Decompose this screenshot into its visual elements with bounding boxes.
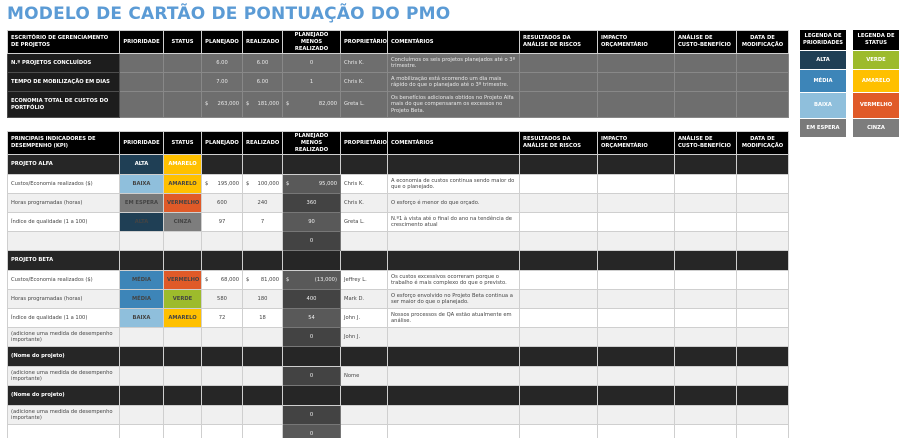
comment-cell[interactable] <box>388 367 520 386</box>
priority-badge[interactable]: MÉDIA <box>120 290 164 309</box>
diff-cell: 0 <box>283 425 341 438</box>
risks-cell[interactable] <box>520 92 598 118</box>
col-header-budget: IMPACTO ORÇAMENTÁRIO <box>598 132 675 155</box>
diff-cell: $ 95,000 <box>283 175 341 194</box>
legend-baixa: BAIXA <box>800 92 846 118</box>
col-header-cost-benefit: ANÁLISE DE CUSTO-BENEFÍCIO <box>675 132 737 155</box>
planned-cell[interactable]: 97 <box>202 213 243 232</box>
summary-row <box>8 92 789 118</box>
project-name[interactable]: (Nome do projeto) <box>8 347 120 367</box>
cost-benefit-cell[interactable] <box>675 73 737 92</box>
diff-cell: $ (13,000) <box>283 271 341 290</box>
kpi-label[interactable]: (adicione uma medida de desempenho importante) <box>8 328 120 347</box>
col-header-status: STATUS <box>164 132 202 155</box>
kpi-row <box>8 290 789 309</box>
planned-cell[interactable]: $ 195,000 <box>202 175 243 194</box>
legend-alta: ALTA <box>800 50 846 69</box>
owner-cell[interactable]: Chris K. <box>341 175 388 194</box>
owner-cell[interactable]: Greta L. <box>341 213 388 232</box>
planned-cell[interactable]: 7.00 <box>202 73 243 92</box>
status-cell[interactable] <box>164 54 202 73</box>
status-legend-header: LEGENDA DE STATUS <box>853 30 899 50</box>
cost-benefit-cell[interactable] <box>675 290 737 309</box>
col-header-owner: PROPRIETÁRIO <box>341 132 388 155</box>
actual-cell[interactable]: 18 <box>243 309 283 328</box>
budget-cell[interactable] <box>598 271 675 290</box>
priority-cell[interactable] <box>120 73 164 92</box>
actual-cell[interactable]: 240 <box>243 194 283 213</box>
priority-cell[interactable] <box>120 367 164 386</box>
summary-row <box>8 73 789 92</box>
owner-cell[interactable]: Greta L. <box>341 92 388 118</box>
risks-cell[interactable] <box>520 271 598 290</box>
planned-cell[interactable] <box>202 367 243 386</box>
budget-cell[interactable] <box>598 328 675 347</box>
col-header-kpi: PRINCIPAIS INDICADORES DE DESEMPENHO (KPI) <box>8 132 120 155</box>
project-name[interactable]: (Nome do projeto) <box>8 386 120 406</box>
col-header-pmo: ESCRITÓRIO DE GERENCIAMENTO DE PROJETOS <box>8 31 120 54</box>
kpi-label[interactable]: (adicione uma medida de desempenho importante) <box>8 406 120 425</box>
status-cell[interactable] <box>164 406 202 425</box>
status-badge[interactable]: AMARELO <box>164 309 202 328</box>
priority-badge[interactable]: BAIXA <box>120 175 164 194</box>
actual-cell[interactable] <box>243 425 283 438</box>
priority-badge[interactable]: EM ESPERA <box>120 194 164 213</box>
actual-cell[interactable]: 180 <box>243 290 283 309</box>
risks-cell[interactable] <box>520 175 598 194</box>
kpi-row <box>8 194 789 213</box>
col-header-actual: REALIZADO <box>243 132 283 155</box>
diff-cell: 400 <box>283 290 341 309</box>
col-header-priority: PRIORIDADE <box>120 31 164 54</box>
pmo-summary-table <box>7 30 789 118</box>
risks-cell[interactable] <box>520 54 598 73</box>
planned-cell[interactable]: 580 <box>202 290 243 309</box>
cost-benefit-cell[interactable] <box>675 232 737 251</box>
priority-cell[interactable] <box>120 425 164 438</box>
planned-cell[interactable]: $ 68,000 <box>202 271 243 290</box>
budget-cell[interactable] <box>598 425 675 438</box>
date-cell[interactable] <box>737 406 789 425</box>
actual-cell[interactable]: 6.00 <box>243 73 283 92</box>
project-row-placeholder <box>8 347 789 367</box>
project-row-beta <box>8 251 789 271</box>
actual-cell[interactable] <box>243 406 283 425</box>
kpi-row <box>8 309 789 328</box>
legend-verde: VERDE <box>853 50 899 69</box>
status-cell[interactable] <box>164 92 202 118</box>
diff-cell: 360 <box>283 194 341 213</box>
diff-cell: 0 <box>283 367 341 386</box>
actual-cell[interactable] <box>243 328 283 347</box>
col-header-date: DATA DE MODIFICAÇÃO <box>737 132 789 155</box>
priority-badge[interactable]: MÉDIA <box>120 271 164 290</box>
planned-cell[interactable]: 600 <box>202 194 243 213</box>
owner-cell[interactable]: Chris K. <box>341 194 388 213</box>
date-cell[interactable] <box>737 271 789 290</box>
status-badge[interactable]: AMARELO <box>164 175 202 194</box>
comment-cell[interactable]: O esforço é menor do que orçado. <box>388 194 520 213</box>
kpi-table <box>7 131 789 438</box>
actual-cell[interactable]: $ 100,000 <box>243 175 283 194</box>
kpi-row <box>8 425 789 438</box>
col-header-diff: PLANEJADO MENOS REALIZADO <box>283 132 341 155</box>
kpi-label[interactable]: Horas programadas (horas) <box>8 194 120 213</box>
project-name: PROJETO BETA <box>8 251 120 271</box>
status-cell[interactable] <box>164 232 202 251</box>
date-cell[interactable] <box>737 367 789 386</box>
comment-cell[interactable]: Os benefícios adicionais obtidos no Projeto Alfa mais do que compensaram os excessos no Projeto Beta. <box>388 92 520 118</box>
risks-cell[interactable] <box>520 73 598 92</box>
planned-cell[interactable]: $ 263,000 <box>202 92 243 118</box>
actual-cell[interactable]: 6.00 <box>243 54 283 73</box>
date-cell[interactable] <box>737 309 789 328</box>
kpi-row <box>8 328 789 347</box>
budget-cell[interactable] <box>598 54 675 73</box>
row-label: TEMPO DE MOBILIZAÇÃO EM DIAS <box>8 73 120 92</box>
kpi-row <box>8 232 789 251</box>
diff-cell: $ 82,000 <box>283 92 341 118</box>
col-header-risks: RESULTADOS DA ANÁLISE DE RISCOS <box>520 132 598 155</box>
comment-cell[interactable]: O esforço envolvido no Projeto Beta continua a ser maior do que o planejado. <box>388 290 520 309</box>
kpi-row <box>8 271 789 290</box>
budget-cell[interactable] <box>598 309 675 328</box>
diff-cell: 54 <box>283 309 341 328</box>
kpi-label[interactable] <box>8 425 120 438</box>
budget-cell[interactable] <box>598 406 675 425</box>
diff-cell: 0 <box>283 54 341 73</box>
project-row-placeholder <box>8 386 789 406</box>
budget-cell[interactable] <box>598 175 675 194</box>
status-badge[interactable]: VERMELHO <box>164 271 202 290</box>
date-cell[interactable] <box>737 290 789 309</box>
planned-cell[interactable]: 6.00 <box>202 54 243 73</box>
date-cell[interactable] <box>737 232 789 251</box>
priority-cell[interactable] <box>120 54 164 73</box>
budget-cell[interactable] <box>598 73 675 92</box>
status-cell[interactable] <box>164 425 202 438</box>
comment-cell[interactable]: A mobilização está ocorrendo um dia mais rápido do que o planejado até o 3º trimestre. <box>388 73 520 92</box>
diff-cell: 0 <box>283 406 341 425</box>
owner-cell[interactable]: John J. <box>341 309 388 328</box>
col-header-risks: RESULTADOS DA ANÁLISE DE RISCOS <box>520 31 598 54</box>
planned-cell[interactable] <box>202 406 243 425</box>
project-name: PROJETO ALFA <box>8 155 120 175</box>
comment-cell[interactable]: Os custos excessivos ocorreram porque o trabalho é mais complexo do que o previsto. <box>388 271 520 290</box>
legend-em-espera: EM ESPERA <box>800 118 846 137</box>
priority-badge[interactable]: BAIXA <box>120 309 164 328</box>
priority-cell[interactable] <box>120 328 164 347</box>
priority-legend-header: LEGENDA DE PRIORIDADES <box>800 30 846 50</box>
col-header-owner: PROPRIETÁRIO <box>341 31 388 54</box>
date-cell[interactable] <box>737 54 789 73</box>
date-cell[interactable] <box>737 73 789 92</box>
budget-cell[interactable] <box>598 213 675 232</box>
legend-cinza: CINZA <box>853 118 899 137</box>
row-label: ECONOMIA TOTAL DE CUSTOS DO PORTFÓLIO <box>8 92 120 118</box>
diff-cell: 90 <box>283 213 341 232</box>
status-badge[interactable]: AMARELO <box>164 155 202 175</box>
actual-cell[interactable]: $ 181,000 <box>243 92 283 118</box>
date-cell[interactable] <box>737 92 789 118</box>
risks-cell[interactable] <box>520 328 598 347</box>
actual-cell[interactable] <box>243 232 283 251</box>
summary-row <box>8 54 789 73</box>
diff-cell: 1 <box>283 73 341 92</box>
kpi-label[interactable]: Horas programadas (horas) <box>8 290 120 309</box>
cost-benefit-cell[interactable] <box>675 54 737 73</box>
col-header-comments: COMENTÁRIOS <box>388 132 520 155</box>
col-header-diff: PLANEJADO MENOS REALIZADO <box>283 31 341 54</box>
planned-cell[interactable]: 72 <box>202 309 243 328</box>
kpi-header-row <box>8 132 789 155</box>
kpi-row <box>8 367 789 386</box>
cost-benefit-cell[interactable] <box>675 425 737 438</box>
planned-cell[interactable] <box>202 232 243 251</box>
date-cell[interactable] <box>737 213 789 232</box>
row-label: N.º PROJETOS CONCLUÍDOS <box>8 54 120 73</box>
risks-cell[interactable] <box>520 425 598 438</box>
comment-cell[interactable]: N.º1 à vista até o final do ano na tendência de crescimento atual <box>388 213 520 232</box>
status-badge[interactable]: VERMELHO <box>164 194 202 213</box>
status-cell[interactable] <box>164 367 202 386</box>
kpi-label[interactable] <box>8 232 120 251</box>
kpi-label[interactable]: Custos/Economia realizados ($) <box>8 271 120 290</box>
status-cell[interactable] <box>164 328 202 347</box>
status-cell[interactable] <box>164 73 202 92</box>
cost-benefit-cell[interactable] <box>675 309 737 328</box>
kpi-row <box>8 175 789 194</box>
owner-cell[interactable] <box>341 425 388 438</box>
date-cell[interactable] <box>737 175 789 194</box>
kpi-label[interactable]: Índice de qualidade (1 a 100) <box>8 213 120 232</box>
budget-cell[interactable] <box>598 367 675 386</box>
cost-benefit-cell[interactable] <box>675 194 737 213</box>
legend-amarelo: AMARELO <box>853 69 899 92</box>
summary-header-row <box>8 31 789 54</box>
risks-cell[interactable] <box>520 213 598 232</box>
actual-cell[interactable]: $ 81,000 <box>243 271 283 290</box>
priority-badge[interactable]: ALTA <box>120 213 164 232</box>
priority-legend <box>800 30 846 138</box>
cost-benefit-cell[interactable] <box>675 328 737 347</box>
cost-benefit-cell[interactable] <box>675 175 737 194</box>
risks-cell[interactable] <box>520 290 598 309</box>
col-header-date: DATA DE MODIFICAÇÃO <box>737 31 789 54</box>
diff-cell: 0 <box>283 328 341 347</box>
priority-cell[interactable] <box>120 232 164 251</box>
legend-vermelho: VERMELHO <box>853 92 899 118</box>
col-header-planned: PLANEJADO <box>202 31 243 54</box>
col-header-actual: REALIZADO <box>243 31 283 54</box>
priority-cell[interactable] <box>120 92 164 118</box>
budget-cell[interactable] <box>598 232 675 251</box>
kpi-row <box>8 213 789 232</box>
col-header-priority: PRIORIDADE <box>120 132 164 155</box>
col-header-cost-benefit: ANÁLISE DE CUSTO-BENEFÍCIO <box>675 31 737 54</box>
risks-cell[interactable] <box>520 194 598 213</box>
legend-media: MÉDIA <box>800 69 846 92</box>
date-cell[interactable] <box>737 194 789 213</box>
page-title: MODELO DE CARTÃO DE PONTUAÇÃO DO PMO <box>7 4 451 24</box>
status-badge[interactable]: CINZA <box>164 213 202 232</box>
actual-cell[interactable]: 7 <box>243 213 283 232</box>
comment-cell[interactable] <box>388 425 520 438</box>
status-legend <box>853 30 899 138</box>
comment-cell[interactable]: A economia de custos continua sendo maior do que o planejado. <box>388 175 520 194</box>
kpi-row <box>8 406 789 425</box>
owner-cell[interactable]: Chris K. <box>341 73 388 92</box>
comment-cell[interactable] <box>388 406 520 425</box>
kpi-label[interactable]: (adicione uma medida de desempenho importante) <box>8 367 120 386</box>
cost-benefit-cell[interactable] <box>675 213 737 232</box>
budget-cell[interactable] <box>598 194 675 213</box>
cost-benefit-cell[interactable] <box>675 406 737 425</box>
comment-cell[interactable] <box>388 232 520 251</box>
date-cell[interactable] <box>737 425 789 438</box>
comment-cell[interactable] <box>388 328 520 347</box>
project-row-alfa <box>8 155 789 175</box>
col-header-status: STATUS <box>164 31 202 54</box>
date-cell[interactable] <box>737 328 789 347</box>
owner-cell[interactable]: Chris K. <box>341 54 388 73</box>
kpi-label[interactable]: Custos/Economia realizados ($) <box>8 175 120 194</box>
risks-cell[interactable] <box>520 367 598 386</box>
cost-benefit-cell[interactable] <box>675 92 737 118</box>
priority-cell[interactable] <box>120 406 164 425</box>
owner-cell[interactable]: John J. <box>341 328 388 347</box>
owner-cell[interactable] <box>341 232 388 251</box>
actual-cell[interactable] <box>243 367 283 386</box>
kpi-label[interactable]: Índice de qualidade (1 a 100) <box>8 309 120 328</box>
cost-benefit-cell[interactable] <box>675 271 737 290</box>
owner-cell[interactable]: Nome <box>341 367 388 386</box>
risks-cell[interactable] <box>520 406 598 425</box>
priority-badge[interactable]: ALTA <box>120 155 164 175</box>
status-badge[interactable]: VERDE <box>164 290 202 309</box>
risks-cell[interactable] <box>520 232 598 251</box>
budget-cell[interactable] <box>598 290 675 309</box>
owner-cell[interactable]: Jeffrey L. <box>341 271 388 290</box>
planned-cell[interactable] <box>202 328 243 347</box>
owner-cell[interactable] <box>341 406 388 425</box>
col-header-budget: IMPACTO ORÇAMENTÁRIO <box>598 31 675 54</box>
planned-cell[interactable] <box>202 425 243 438</box>
risks-cell[interactable] <box>520 309 598 328</box>
comment-cell[interactable]: Nossos processos de QA estão atualmente em análise. <box>388 309 520 328</box>
diff-cell: 0 <box>283 232 341 251</box>
owner-cell[interactable]: Mark D. <box>341 290 388 309</box>
comment-cell[interactable]: Concluímos os seis projetos planejados até o 3º trimestre. <box>388 54 520 73</box>
col-header-planned: PLANEJADO <box>202 132 243 155</box>
budget-cell[interactable] <box>598 92 675 118</box>
col-header-comments: COMENTÁRIOS <box>388 31 520 54</box>
cost-benefit-cell[interactable] <box>675 367 737 386</box>
